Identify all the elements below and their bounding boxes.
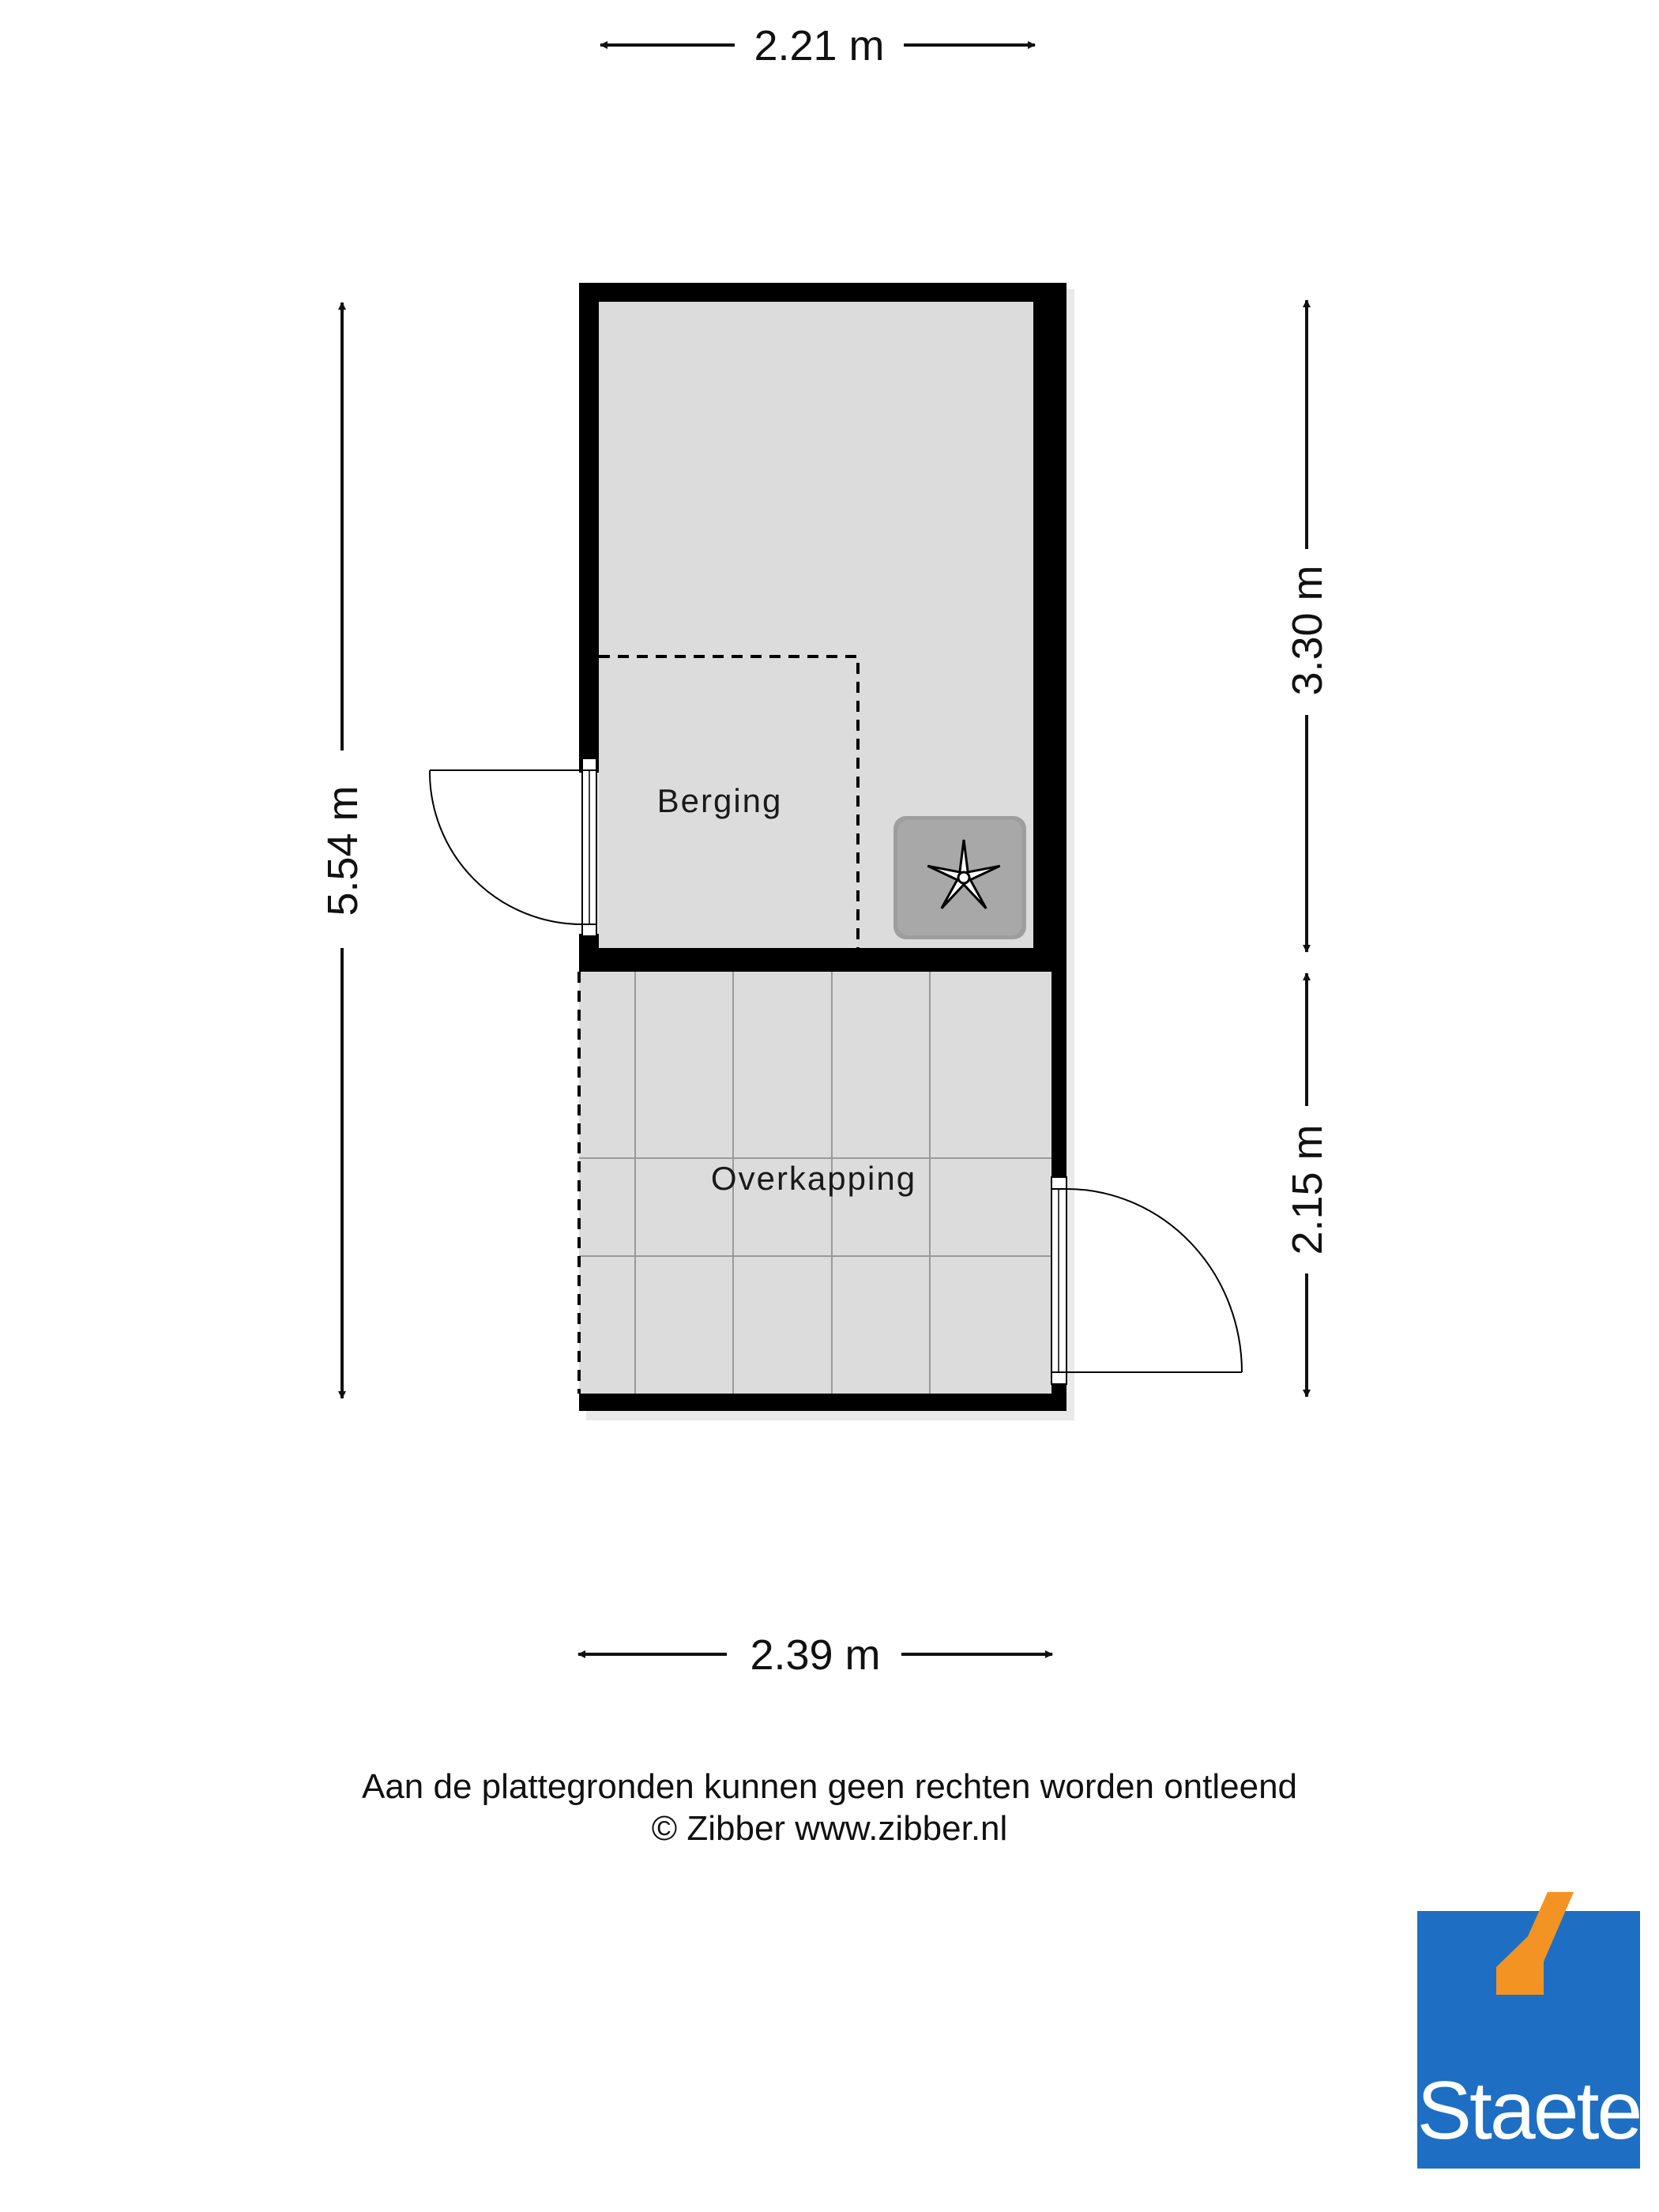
dimension-top-label: 2.21 m bbox=[754, 22, 885, 70]
door-left bbox=[430, 758, 596, 936]
wall-right-lower-upper bbox=[1051, 948, 1066, 1181]
door-swing-icon bbox=[1066, 1189, 1242, 1372]
wall-middle bbox=[579, 948, 1051, 972]
room-label-storage: Berging bbox=[656, 782, 783, 819]
dimension-left bbox=[319, 303, 367, 1398]
wall-bottom bbox=[579, 1394, 1066, 1411]
credit-text: © Zibber www.zibber.nl bbox=[651, 1809, 1008, 1848]
dimension-right-upper-label: 3.30 m bbox=[1284, 565, 1331, 696]
disclaimer-text: Aan de plattegronden kunnen geen rechten worden ontleend bbox=[361, 1767, 1298, 1806]
dimension-right-lower-label: 2.15 m bbox=[1284, 1124, 1331, 1255]
fan-unit-icon bbox=[893, 816, 1026, 939]
staete-logo bbox=[1417, 1892, 1640, 2169]
dimension-right-lower bbox=[1284, 973, 1331, 1397]
dimension-bottom-label: 2.39 m bbox=[750, 1631, 881, 1679]
dimension-right-upper bbox=[1284, 300, 1331, 952]
dimension-bottom bbox=[578, 1631, 1052, 1679]
room-label-canopy: Overkapping bbox=[710, 1160, 917, 1197]
logo-text: Staete bbox=[1417, 2065, 1640, 2157]
wall-left-upper bbox=[579, 283, 599, 773]
door-right bbox=[1051, 1177, 1242, 1384]
wall-top bbox=[579, 283, 1066, 302]
dimension-top bbox=[600, 22, 1035, 70]
door-swing-icon bbox=[430, 770, 582, 924]
dimension-left-label: 5.54 m bbox=[319, 785, 367, 916]
wall-right-upper bbox=[1033, 283, 1066, 972]
